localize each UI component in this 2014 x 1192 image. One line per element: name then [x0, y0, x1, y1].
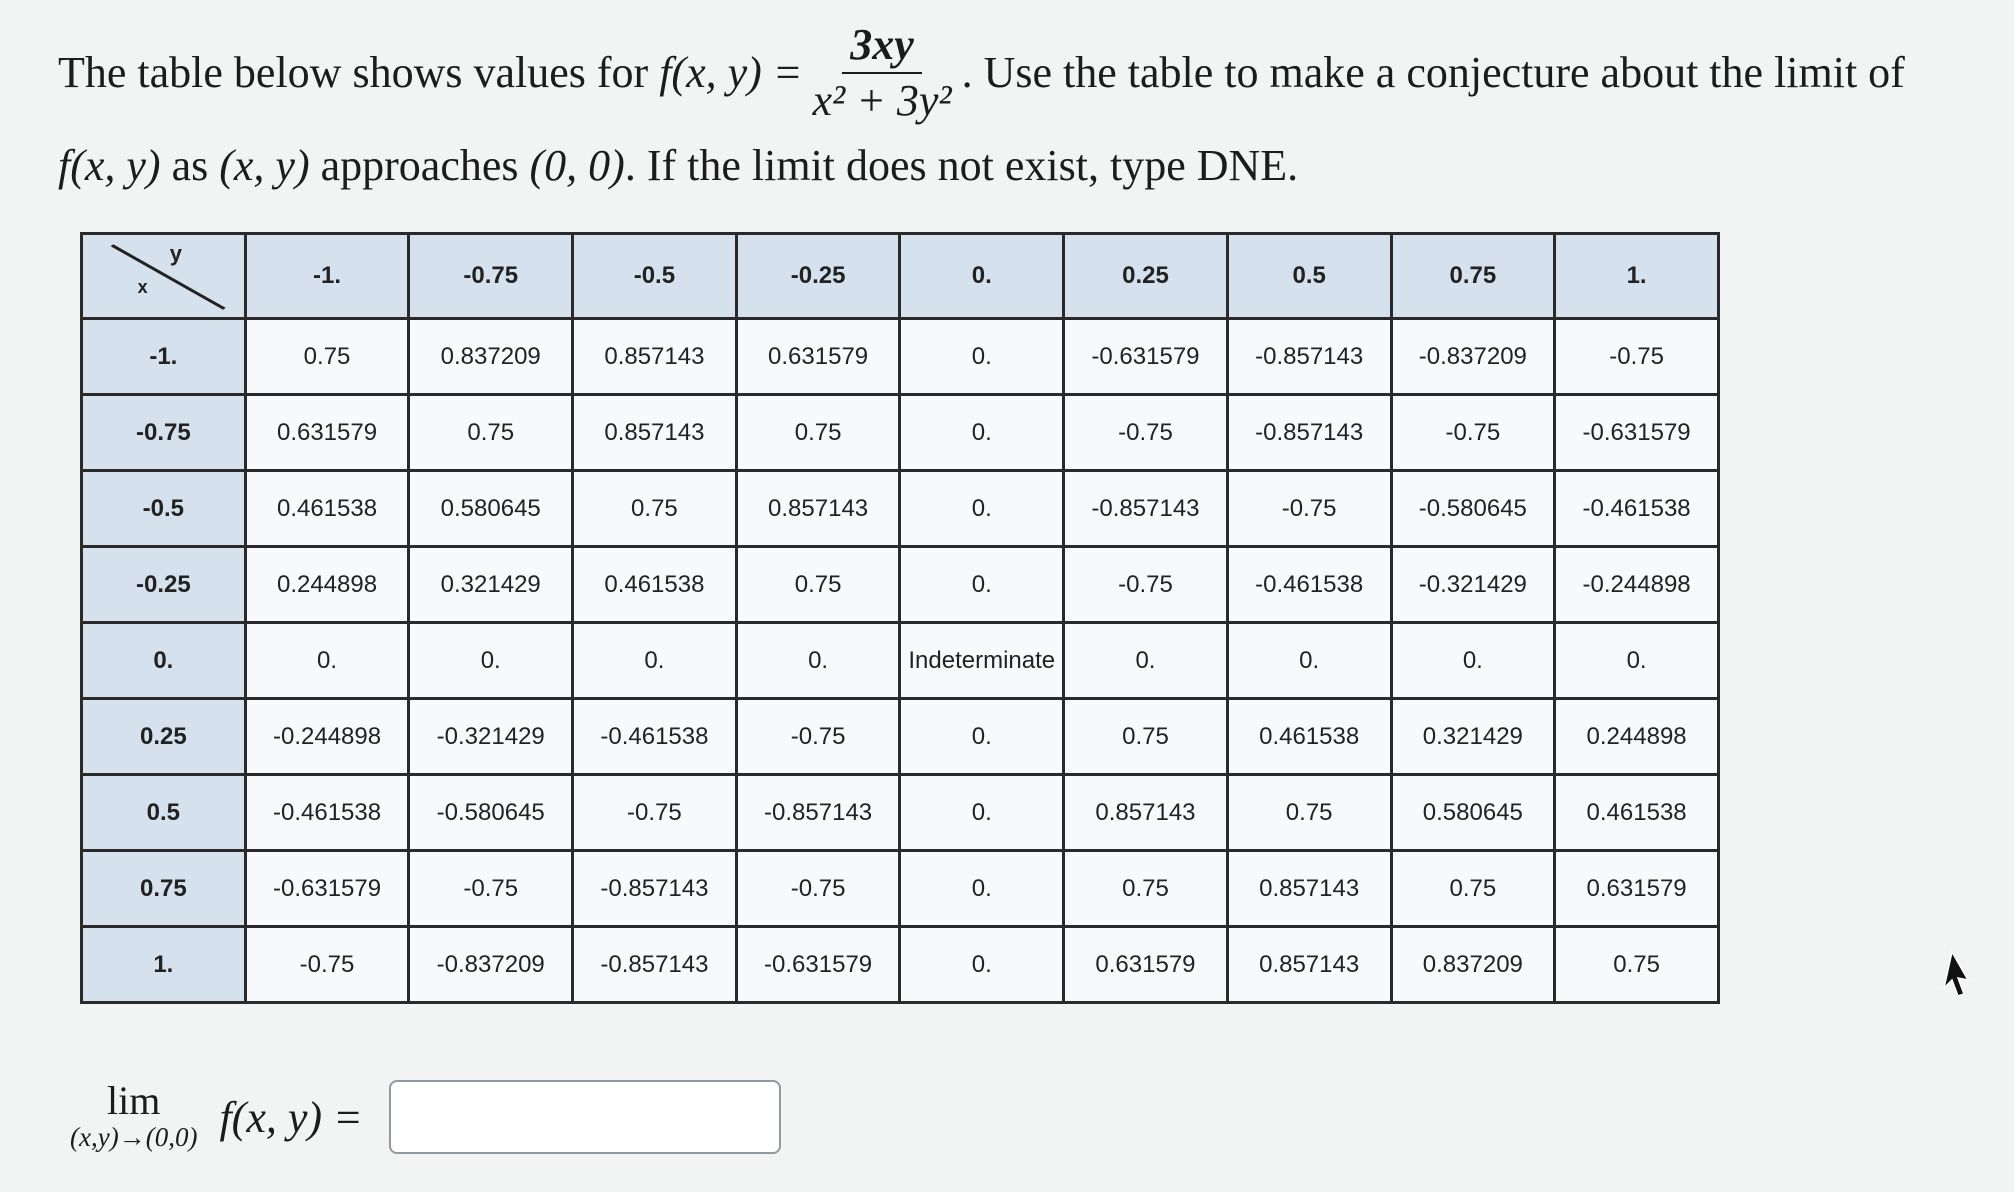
column-header-y: -1.: [245, 234, 409, 319]
table-cell-value: 0.837209: [1391, 927, 1555, 1003]
table-cell-value: 0.75: [1064, 699, 1228, 775]
table-cell-value: 0.: [900, 319, 1064, 395]
table-cell-value: 0.857143: [1227, 851, 1391, 927]
table-cell-value: 0.: [1391, 623, 1555, 699]
table-cell-value: 0.75: [1555, 927, 1719, 1003]
row-header-x: 0.: [82, 623, 246, 699]
table-cell-value: -0.75: [736, 699, 900, 775]
table-cell-value: 0.: [1227, 623, 1391, 699]
column-header-y: 0.5: [1227, 234, 1391, 319]
table-row: [82, 623, 1719, 699]
table-cell-value: -0.321429: [1391, 547, 1555, 623]
limit-notation: [70, 1077, 198, 1153]
table-cell-value: 0.580645: [409, 471, 573, 547]
table-cell-value: -0.75: [736, 851, 900, 927]
prompt-text-approaches: approaches: [320, 141, 519, 191]
table-cell-value: 0.837209: [409, 319, 573, 395]
table-cell-value: 0.321429: [409, 547, 573, 623]
table-cell-value: 0.244898: [1555, 699, 1719, 775]
column-header-y: 0.75: [1391, 234, 1555, 319]
answer-input[interactable]: [389, 1080, 781, 1154]
table-cell-value: 0.: [900, 699, 1064, 775]
prompt-line-1: [58, 22, 1958, 124]
table-row: [82, 471, 1719, 547]
values-table: [80, 232, 1720, 1004]
table-cell-value: 0.580645: [1391, 775, 1555, 851]
prompt-math-origin: (0, 0): [529, 141, 625, 191]
table-cell-value: -0.75: [245, 927, 409, 1003]
table-cell-value: -0.631579: [736, 927, 900, 1003]
table-cell-value: 0.857143: [736, 471, 900, 547]
table-cell-value: 0.75: [573, 471, 737, 547]
question-prompt: [58, 22, 1958, 208]
table-cell-value: 0.321429: [1391, 699, 1555, 775]
table-row: [82, 547, 1719, 623]
table-cell-value: 0.75: [1227, 775, 1391, 851]
table-cell-value: 0.857143: [1064, 775, 1228, 851]
table-cell-value: 0.: [736, 623, 900, 699]
table-cell-value: 0.244898: [245, 547, 409, 623]
table-cell-value: 0.: [900, 775, 1064, 851]
table-cell-value: 0.75: [736, 547, 900, 623]
fraction-denominator: x² + 3y²: [812, 76, 952, 126]
table-cell-value: -0.837209: [1391, 319, 1555, 395]
table-cell-value: 0.75: [1064, 851, 1228, 927]
table-cell-value: 0.: [409, 623, 573, 699]
row-header-x: 0.75: [82, 851, 246, 927]
table-cell-value: -0.461538: [1555, 471, 1719, 547]
prompt-math-fxy: f(x, y): [58, 141, 161, 191]
table-cell-value: -0.244898: [1555, 547, 1719, 623]
table-row: [82, 927, 1719, 1003]
column-header-y: 1.: [1555, 234, 1719, 319]
prompt-text-after: . Use the table to make a conjecture about the limit of: [961, 48, 1905, 98]
table-cell-value: -0.857143: [1227, 319, 1391, 395]
table-row: [82, 775, 1719, 851]
table-cell-value: -0.75: [1064, 395, 1228, 471]
table-row: [82, 699, 1719, 775]
table-cell-value: -0.461538: [573, 699, 737, 775]
column-header-y: -0.25: [736, 234, 900, 319]
table-cell-value: -0.857143: [736, 775, 900, 851]
table-row: [82, 851, 1719, 927]
table-cell-value: 0.631579: [245, 395, 409, 471]
table-cell-value: -0.75: [1391, 395, 1555, 471]
column-header-y: 0.25: [1064, 234, 1228, 319]
prompt-text-before: The table below shows values for: [58, 48, 649, 98]
table-cell-value: -0.857143: [573, 927, 737, 1003]
answer-function-label: f(x, y) =: [219, 1092, 363, 1142]
column-header-y: 0.: [900, 234, 1064, 319]
table-cell-value: 0.631579: [736, 319, 900, 395]
table-header-row: [82, 234, 1719, 319]
table-cell-value: 0.: [900, 927, 1064, 1003]
table-cell-value: -0.857143: [1227, 395, 1391, 471]
table-cell-value: -0.837209: [409, 927, 573, 1003]
table-cell-value: -0.580645: [1391, 471, 1555, 547]
table-cell-value: 0.: [573, 623, 737, 699]
function-fraction: [812, 22, 951, 124]
corner-label-x: x: [137, 277, 148, 297]
table-cell-value: 0.631579: [1555, 851, 1719, 927]
table-cell-value: Indeterminate: [900, 623, 1064, 699]
table-cell-value: -0.461538: [1227, 547, 1391, 623]
table-cell-value: 0.461538: [245, 471, 409, 547]
table-cell-value: -0.321429: [409, 699, 573, 775]
table-cell-value: -0.461538: [245, 775, 409, 851]
table-cell-value: -0.857143: [573, 851, 737, 927]
limit-word: lim: [107, 1077, 161, 1123]
table-cell-value: 0.857143: [1227, 927, 1391, 1003]
column-header-y: -0.75: [409, 234, 573, 319]
row-header-x: -0.75: [82, 395, 246, 471]
table-cell-value: 0.: [900, 851, 1064, 927]
table-cell-value: -0.631579: [1064, 319, 1228, 395]
table-cell-value: 0.857143: [573, 395, 737, 471]
table-cell-value: 0.: [900, 547, 1064, 623]
table-body: [82, 319, 1719, 1003]
table-cell-value: -0.75: [573, 775, 737, 851]
prompt-text-dne: . If the limit does not exist, type DNE.: [624, 141, 1299, 191]
table-row: [82, 319, 1719, 395]
prompt-text-as: as: [171, 141, 209, 191]
table-cell-value: 0.75: [409, 395, 573, 471]
table-cell-value: 0.75: [1391, 851, 1555, 927]
table-cell-value: 0.75: [736, 395, 900, 471]
table-cell-value: -0.631579: [245, 851, 409, 927]
table-cell-value: -0.75: [409, 851, 573, 927]
table-row: [82, 395, 1719, 471]
table-cell-value: -0.75: [1064, 547, 1228, 623]
table-cell-value: 0.857143: [573, 319, 737, 395]
table-cell-value: 0.: [1064, 623, 1228, 699]
table-cell-value: 0.631579: [1064, 927, 1228, 1003]
table-cell-value: 0.461538: [1227, 699, 1391, 775]
prompt-line-2: [58, 124, 1958, 208]
row-header-x: -0.25: [82, 547, 246, 623]
table-cell-value: 0.461538: [1555, 775, 1719, 851]
row-header-x: -1.: [82, 319, 246, 395]
row-header-x: 0.25: [82, 699, 246, 775]
table-cell-value: -0.244898: [245, 699, 409, 775]
limit-subscript: (x,y)→(0,0): [70, 1121, 198, 1152]
table-corner-cell: [82, 234, 246, 319]
row-header-x: 0.5: [82, 775, 246, 851]
table-cell-value: 0.: [1555, 623, 1719, 699]
table-cell-value: -0.75: [1227, 471, 1391, 547]
values-table-container: [80, 232, 1720, 1004]
table-cell-value: -0.75: [1555, 319, 1719, 395]
answer-row: [70, 1077, 781, 1154]
diagonal-divider-icon: [83, 235, 244, 317]
table-cell-value: 0.: [900, 471, 1064, 547]
table-cell-value: 0.461538: [573, 547, 737, 623]
table-cell-value: -0.631579: [1555, 395, 1719, 471]
row-header-x: -0.5: [82, 471, 246, 547]
table-cell-value: -0.857143: [1064, 471, 1228, 547]
table-cell-value: 0.: [245, 623, 409, 699]
table-cell-value: 0.: [900, 395, 1064, 471]
fraction-numerator: 3xy: [842, 22, 922, 74]
arrow-cursor-icon: [1938, 950, 1974, 998]
row-header-x: 1.: [82, 927, 246, 1003]
corner-label-y: y: [169, 241, 183, 266]
function-label: f(x, y) =: [659, 48, 803, 98]
column-header-y: -0.5: [573, 234, 737, 319]
prompt-math-xy: (x, y): [219, 141, 310, 191]
table-cell-value: 0.75: [245, 319, 409, 395]
table-cell-value: -0.580645: [409, 775, 573, 851]
